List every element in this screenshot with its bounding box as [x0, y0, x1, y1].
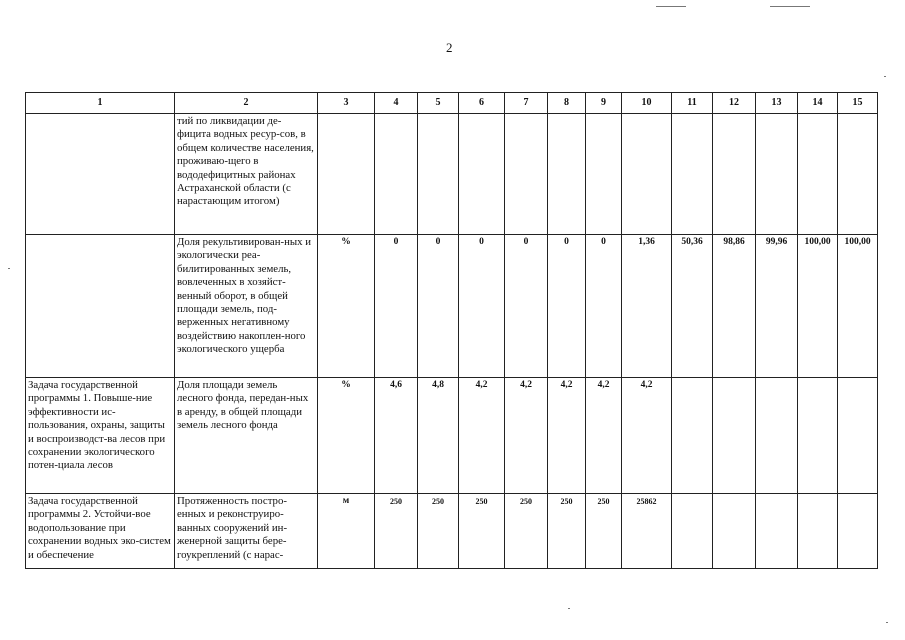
scan-speck [770, 6, 810, 7]
task-cell [26, 114, 175, 235]
col-header-7: 7 [505, 93, 548, 114]
unit-cell: % [318, 235, 375, 378]
value-cell: 0 [548, 235, 586, 378]
value-cell: 4,8 [418, 378, 459, 494]
value-cell: 4,2 [548, 378, 586, 494]
value-cell [418, 114, 459, 235]
value-cell: 99,96 [756, 235, 798, 378]
indicator-cell: тий по ликвидации де-фицита водных ресур-сов, в общем количестве населения, проживаю-щего в вододефицитных районах Астраханской области (с нарастающим итогом) [175, 114, 318, 235]
value-cell [586, 114, 622, 235]
value-cell [505, 114, 548, 235]
scan-speck [656, 6, 686, 7]
value-cell [798, 114, 838, 235]
scan-speck [8, 268, 10, 269]
value-cell [548, 114, 586, 235]
value-cell [375, 114, 418, 235]
value-cell: 250 [418, 494, 459, 569]
col-header-8: 8 [548, 93, 586, 114]
value-cell [622, 114, 672, 235]
col-header-14: 14 [798, 93, 838, 114]
value-cell: 4,6 [375, 378, 418, 494]
col-header-4: 4 [375, 93, 418, 114]
value-cell [838, 114, 878, 235]
value-cell: 4,2 [505, 378, 548, 494]
value-cell: 0 [418, 235, 459, 378]
indicator-cell: Доля площади земель лесного фонда, передан-ных в аренду, в общей площади земель лесного фонда [175, 378, 318, 494]
value-cell: 0 [586, 235, 622, 378]
task-cell: Задача государственной программы 1. Повыше-ние эффективности ис-пользования, охраны, защиты и воспроизводст-ва лесов при сохранении экологического потен-циала лесов [26, 378, 175, 494]
value-cell [672, 378, 713, 494]
unit-cell [318, 114, 375, 235]
value-cell: 0 [505, 235, 548, 378]
value-cell: 0 [459, 235, 505, 378]
value-cell [713, 494, 756, 569]
value-cell [798, 494, 838, 569]
scan-speck [886, 622, 888, 623]
value-cell: 100,00 [838, 235, 878, 378]
col-header-6: 6 [459, 93, 505, 114]
value-cell: 4,2 [586, 378, 622, 494]
table-row [26, 114, 878, 235]
value-cell: 100,00 [798, 235, 838, 378]
task-cell: Задача государственной программы 2. Устойчи-вое водопользование при сохранении водных эко-систем и обеспечение [26, 494, 175, 569]
task-cell [26, 235, 175, 378]
value-cell [756, 114, 798, 235]
value-cell: 250 [505, 494, 548, 569]
value-cell: 250 [459, 494, 505, 569]
col-header-11: 11 [672, 93, 713, 114]
value-cell [756, 378, 798, 494]
value-cell: 250 [548, 494, 586, 569]
indicator-cell: Протяженность постро-енных и реконструиро-ванных сооружений ин-женерной защиты бере-гоукреплений (с нарас- [175, 494, 318, 569]
value-cell [459, 114, 505, 235]
value-cell: 50,36 [672, 235, 713, 378]
value-cell: 25862 [622, 494, 672, 569]
table-row [26, 494, 878, 569]
value-cell: 250 [586, 494, 622, 569]
scan-speck [884, 76, 886, 77]
indicator-cell: Доля рекультивирован-ных и экологически реа-билитированных земель, вовлеченных в хозяйст-венный оборот, в общей площади земель, под-верженных негативному воздействию накоплен-ного экологического ущерба [175, 235, 318, 378]
col-header-2: 2 [175, 93, 318, 114]
page-number: 2 [446, 40, 453, 55]
table-row [26, 235, 878, 378]
col-header-9: 9 [586, 93, 622, 114]
scan-speck [568, 608, 570, 609]
value-cell [713, 378, 756, 494]
indicators-table [25, 92, 878, 569]
value-cell: 250 [375, 494, 418, 569]
header-row [26, 93, 878, 114]
value-cell: 4,2 [622, 378, 672, 494]
col-header-15: 15 [838, 93, 878, 114]
col-header-1: 1 [26, 93, 175, 114]
col-header-13: 13 [756, 93, 798, 114]
value-cell [798, 378, 838, 494]
col-header-3: 3 [318, 93, 375, 114]
value-cell: 4,2 [459, 378, 505, 494]
value-cell [672, 114, 713, 235]
value-cell [672, 494, 713, 569]
col-header-12: 12 [713, 93, 756, 114]
value-cell: 98,86 [713, 235, 756, 378]
value-cell [838, 378, 878, 494]
value-cell [838, 494, 878, 569]
col-header-10: 10 [622, 93, 672, 114]
col-header-5: 5 [418, 93, 459, 114]
value-cell [756, 494, 798, 569]
unit-cell: м [318, 494, 375, 569]
value-cell [713, 114, 756, 235]
value-cell: 0 [375, 235, 418, 378]
table-row [26, 378, 878, 494]
unit-cell: % [318, 378, 375, 494]
value-cell: 1,36 [622, 235, 672, 378]
